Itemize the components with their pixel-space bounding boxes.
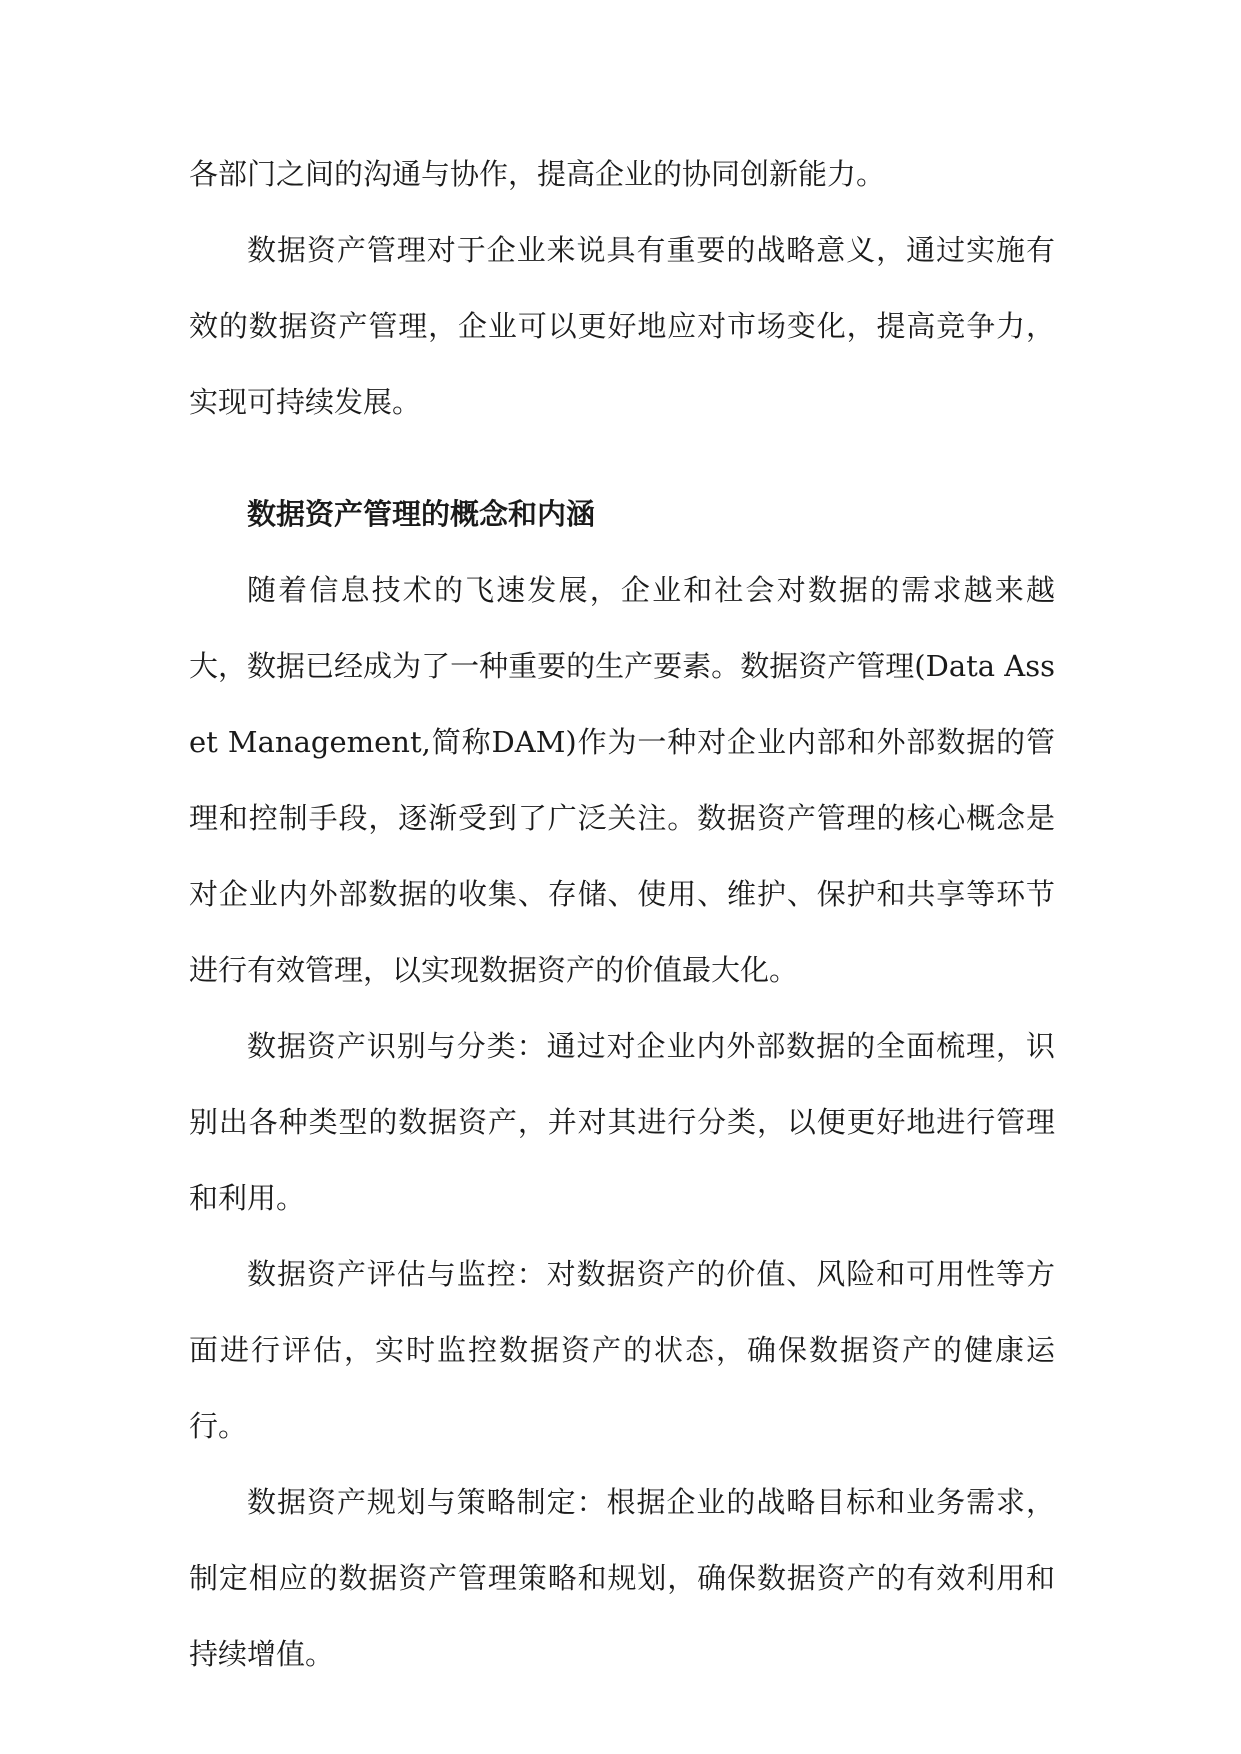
paragraph-identification-classification: 数据资产识别与分类：通过对企业内外部数据的全面梳理，识别出各种类型的数据资产，并对其进行分类，以便更好地进行管理和利用。 — [189, 1029, 1055, 1215]
section-heading: 数据资产管理的概念和内涵 — [247, 497, 596, 531]
paragraph-planning-strategy: 数据资产规划与策略制定：根据企业的战略目标和业务需求，制定相应的数据资产管理策略和规划，确保数据资产的有效利用和持续增值。 — [189, 1485, 1055, 1671]
document-body — [189, 136, 1055, 1692]
paragraph-dam-concept: 随着信息技术的飞速发展，企业和社会对数据的需求越来越大，数据已经成为了一种重要的生产要素。数据资产管理(Data Asset Management,简称DAM)作为一种对企业内部和外部数据的管理和控制手段，逐渐受到了广泛关注。数据资产管理的核心概念是对企业内外部数据的收集、存储、使用、维护、保护和共享等环节进行有效管理，以实现数据资产的价值最大化。 — [189, 573, 1055, 987]
paragraph-strategic-significance: 数据资产管理对于企业来说具有重要的战略意义，通过实施有效的数据资产管理，企业可以更好地应对市场变化，提高竞争力，实现可持续发展。 — [189, 233, 1055, 419]
paragraph-continuation: 各部门之间的沟通与协作，提高企业的协同创新能力。 — [189, 157, 886, 191]
paragraph-assessment-monitoring: 数据资产评估与监控：对数据资产的价值、风险和可用性等方面进行评估，实时监控数据资产的状态，确保数据资产的健康运行。 — [189, 1257, 1055, 1443]
